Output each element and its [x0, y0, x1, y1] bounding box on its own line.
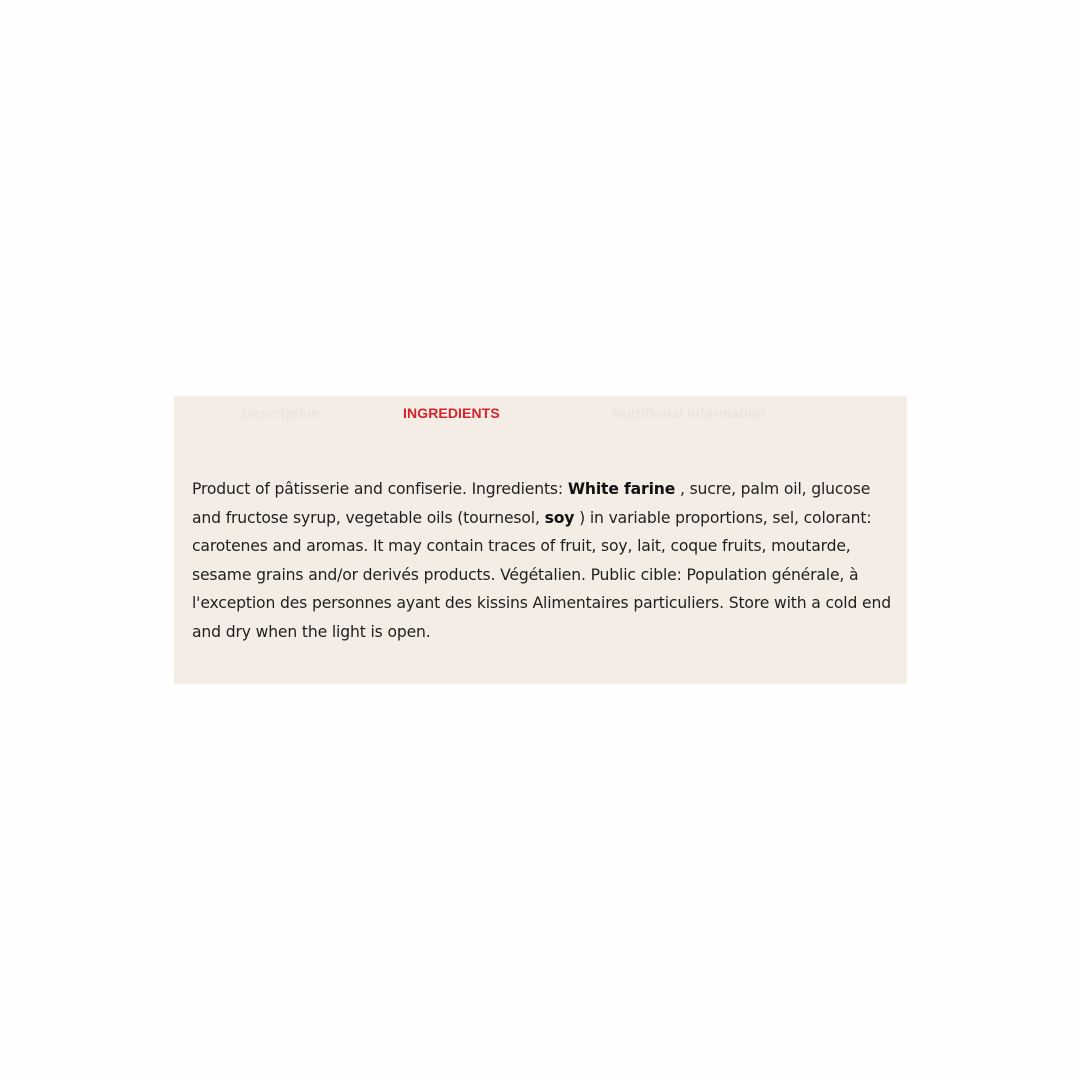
ingredients-panel [174, 396, 907, 684]
allergen-soy: soy [544, 508, 575, 527]
ingredients-text-part: Product of pâtisserie and confiserie. Ingredients: [192, 480, 568, 498]
allergen-white-farine: White farine [567, 480, 676, 498]
tab-nutritional-information[interactable]: Nutritional information [612, 405, 766, 421]
tab-description[interactable]: Description [242, 405, 321, 421]
ingredients-text [192, 475, 892, 646]
ingredients-text-part: , sucre, palm oil, glucose and fructose syrup, vegetable oils (tournesol, [192, 480, 871, 527]
tab-bar [174, 396, 907, 432]
tab-ingredients[interactable]: INGREDIENTS [403, 405, 500, 421]
ingredients-text-part: ) in variable proportions, sel, colorant: carotenes and aromas. It may contain traces of fruit, soy, lait, coque fruits, moutarde, sesame grains and/or derivés products. Végétalien. Public cible: Population générale, à l'exception des personnes ayant des kissins Alimentaires particuliers. Store with a cold end and dry when the light is open. [192, 508, 891, 641]
